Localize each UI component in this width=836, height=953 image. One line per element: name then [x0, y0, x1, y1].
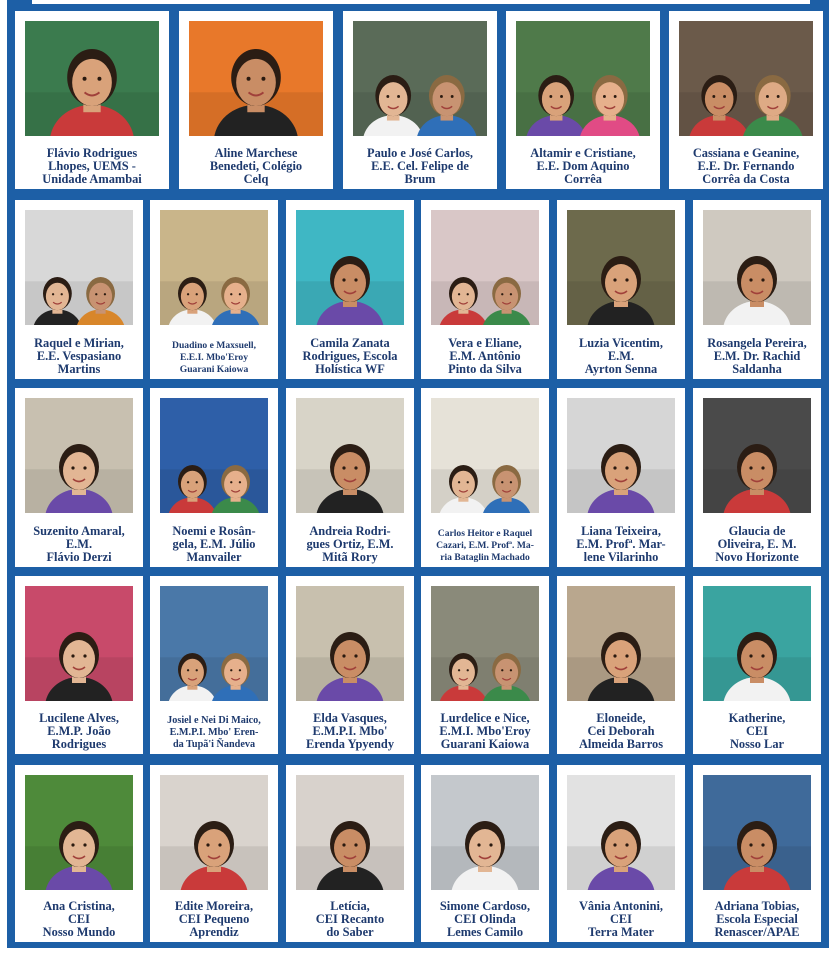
caption-line: Brum	[404, 172, 436, 186]
profile-card	[669, 11, 823, 189]
caption-line: Vera e Eliane,	[448, 336, 522, 350]
profile-card	[15, 388, 143, 567]
caption-line: Almeida Barros	[578, 737, 664, 751]
person-photo	[567, 586, 675, 701]
caption-line: Cei Deborah	[587, 724, 655, 738]
caption-line: E.M.	[65, 537, 93, 551]
caption-line: E.M.P. João	[47, 724, 111, 738]
person-photo	[431, 210, 539, 325]
caption-line: Flávio Derzi	[46, 550, 112, 564]
caption	[17, 331, 141, 376]
caption-line: Martins	[57, 362, 101, 376]
caption-line: Aline Marchese	[214, 146, 298, 160]
caption-line: Unidade Amambai	[42, 172, 142, 186]
caption-line: Celq	[243, 172, 269, 186]
profile-card	[557, 200, 685, 379]
profile-card	[150, 200, 278, 379]
profile-card	[557, 388, 685, 567]
caption-line: Simone Cardoso,	[439, 899, 531, 913]
person-photo	[431, 586, 539, 701]
profile-card	[286, 765, 414, 942]
caption-line: E.M. Antônio	[449, 349, 521, 363]
person-photo	[679, 21, 813, 136]
caption-line: E.E. Dom Aquino	[536, 159, 630, 173]
person-photo	[25, 775, 133, 890]
caption	[152, 331, 276, 376]
person-photo	[516, 21, 650, 136]
caption-line: Terra Mater	[588, 925, 654, 939]
person-photo	[296, 398, 404, 513]
caption-line: Ayrton Senna	[584, 362, 658, 376]
caption-line: Flávio Rodrigues	[46, 146, 138, 160]
caption-line: Lurdelice e Nice,	[440, 711, 530, 725]
caption-line: CEI Olinda	[454, 912, 516, 926]
person-photo	[567, 398, 675, 513]
caption-line: Carlos Heitor e Raquel	[437, 528, 533, 539]
caption	[17, 519, 141, 564]
caption	[288, 519, 412, 564]
person-photo	[25, 586, 133, 701]
caption	[423, 896, 547, 939]
caption-line: da Tupã'i Ñandeva	[172, 739, 256, 750]
caption-line: do Saber	[326, 925, 374, 939]
caption	[559, 519, 683, 564]
caption-line: Escola Especial	[716, 912, 798, 926]
person-photo	[703, 775, 811, 890]
caption	[695, 331, 819, 376]
caption-line: CEI	[609, 912, 633, 926]
caption	[288, 707, 412, 751]
caption	[423, 707, 547, 751]
caption-line: Camila Zanata	[310, 336, 390, 350]
caption-line: Guarani Kaiowa	[179, 364, 249, 375]
caption-line: Nosso Mundo	[42, 925, 116, 939]
profile-card	[15, 576, 143, 754]
caption-line: E.E. Vespasiano	[36, 349, 122, 363]
person-photo	[703, 398, 811, 513]
caption-line: Altamir e Cristiane,	[530, 146, 636, 160]
caption-line: gues Ortiz, E.M.	[306, 537, 394, 551]
caption	[152, 896, 276, 939]
caption-line: Holística WF	[315, 362, 385, 376]
person-photo	[703, 586, 811, 701]
profile-card	[557, 765, 685, 942]
caption-line: Corrêa da Costa	[702, 172, 790, 186]
caption-line: Rosangela Pereira,	[707, 336, 807, 350]
person-photo	[353, 21, 487, 136]
caption	[695, 707, 819, 751]
caption-line: E.M. Dr. Rachid	[713, 349, 801, 363]
caption	[17, 707, 141, 751]
caption-line: Oliveira, E. M.	[717, 537, 797, 551]
caption-line: Andreia Rodri-	[309, 524, 391, 538]
caption-line: Manvailer	[186, 550, 242, 564]
caption-line: Vânia Antonini,	[578, 899, 663, 913]
caption-line: E.E.I. Mbo'Eroy	[179, 352, 249, 363]
caption	[345, 142, 495, 186]
caption-line: Nosso Lar	[729, 737, 785, 751]
caption-line: Benedeti, Colégio	[209, 159, 303, 173]
profile-card	[343, 11, 497, 189]
profile-card	[557, 576, 685, 754]
person-photo	[160, 210, 268, 325]
profile-card	[421, 388, 549, 567]
profile-card	[150, 388, 278, 567]
caption-line: E.M.P.I. Mbo'	[312, 724, 388, 738]
profile-card	[179, 11, 333, 189]
caption-line: Erenda Ypyendy	[305, 737, 395, 751]
caption	[17, 896, 141, 939]
profile-card	[286, 388, 414, 567]
caption-line: Cazari, E.M. Profª. Ma-	[436, 540, 534, 551]
person-photo	[160, 398, 268, 513]
caption-line: CEI	[745, 724, 769, 738]
caption	[695, 519, 819, 564]
profile-card	[693, 200, 821, 379]
person-photo	[431, 398, 539, 513]
caption-line: Ana Cristina,	[43, 899, 115, 913]
caption-line: CEI	[67, 912, 91, 926]
person-photo	[296, 210, 404, 325]
caption-line: Mitã Rory	[322, 550, 378, 564]
profile-card	[15, 200, 143, 379]
profile-card	[15, 765, 143, 942]
caption-line: Guarani Kaiowa	[440, 737, 530, 751]
caption-line: lene Vilarinho	[583, 550, 659, 564]
profile-card	[693, 388, 821, 567]
caption	[423, 519, 547, 564]
profile-card	[286, 200, 414, 379]
caption-line: Edite Moreira,	[174, 899, 254, 913]
caption	[152, 519, 276, 564]
caption-line: E.E. Dr. Fernando	[697, 159, 795, 173]
caption-line: Adriana Tobias,	[714, 899, 800, 913]
profile-card	[421, 765, 549, 942]
profile-card	[693, 576, 821, 754]
caption-line: Raquel e Mirian,	[34, 336, 124, 350]
caption	[559, 896, 683, 939]
person-photo	[25, 398, 133, 513]
caption-line: Duadino e Maxsuell,	[172, 340, 256, 351]
caption-line: Noemi e Rosân-	[172, 524, 256, 538]
caption-line: Liana Teixeira,	[581, 524, 661, 538]
caption-line: Rodrigues	[51, 737, 107, 751]
caption-line: Renascer/APAE	[714, 925, 800, 939]
caption-line: Elda Vasques,	[313, 711, 387, 725]
caption	[181, 142, 331, 186]
person-photo	[703, 210, 811, 325]
caption-line: Josiel e Nei Di Maico,	[167, 715, 261, 726]
caption	[423, 331, 547, 376]
caption	[559, 707, 683, 751]
caption	[559, 331, 683, 376]
profile-card	[421, 200, 549, 379]
caption-line: Letícia,	[330, 899, 370, 913]
person-photo	[160, 586, 268, 701]
caption-line: Lemes Camilo	[446, 925, 524, 939]
caption-line: Luzia Vicentim,	[579, 336, 663, 350]
caption-line: E.M.P.I. Mbo' Eren-	[169, 727, 259, 738]
caption-line: E.M.	[607, 349, 635, 363]
caption	[695, 896, 819, 939]
caption-line: Aprendiz	[189, 925, 239, 939]
caption-line: ria Bataglin Machado	[440, 552, 530, 563]
person-photo	[189, 21, 323, 136]
caption-line: Corrêa	[564, 172, 602, 186]
caption	[508, 142, 658, 186]
person-photo	[296, 586, 404, 701]
caption-line: gela, E.M. Júlio	[172, 537, 256, 551]
caption-line: Rodrigues, Escola	[302, 349, 398, 363]
person-photo	[431, 775, 539, 890]
caption	[671, 142, 821, 186]
caption-line: Saldanha	[732, 362, 782, 376]
caption-line: Katherine,	[728, 711, 786, 725]
caption	[152, 707, 276, 751]
caption	[288, 896, 412, 939]
caption-line: Novo Horizonte	[715, 550, 799, 564]
caption-line: E.E. Cel. Felipe de	[371, 159, 469, 173]
profile-card	[150, 576, 278, 754]
person-photo	[25, 210, 133, 325]
caption-line: Cassiana e Geanine,	[692, 146, 800, 160]
caption-line: E.M.I. Mbo'Eroy	[439, 724, 531, 738]
caption-line: CEI Recanto	[315, 912, 385, 926]
caption-line: Lhopes, UEMS -	[48, 159, 136, 173]
caption-line: E.M. Profª. Mar-	[576, 537, 666, 551]
caption	[17, 142, 167, 186]
person-photo	[567, 210, 675, 325]
caption-line: Glaucia de	[728, 524, 786, 538]
profile-card	[421, 576, 549, 754]
profile-card	[150, 765, 278, 942]
caption-line: Eloneide,	[596, 711, 646, 725]
profile-card	[506, 11, 660, 189]
profile-card	[693, 765, 821, 942]
person-photo	[567, 775, 675, 890]
person-photo	[296, 775, 404, 890]
caption-line: Paulo e José Carlos,	[367, 146, 473, 160]
profile-card	[286, 576, 414, 754]
top-divider	[32, 0, 810, 4]
caption-line: CEI Pequeno	[178, 912, 250, 926]
caption	[288, 331, 412, 376]
caption-line: Suzenito Amaral,	[33, 524, 125, 538]
caption-line: Pinto da Silva	[448, 362, 522, 376]
profile-card	[15, 11, 169, 189]
caption-line: Lucilene Alves,	[39, 711, 119, 725]
person-photo	[160, 775, 268, 890]
person-photo	[25, 21, 159, 136]
